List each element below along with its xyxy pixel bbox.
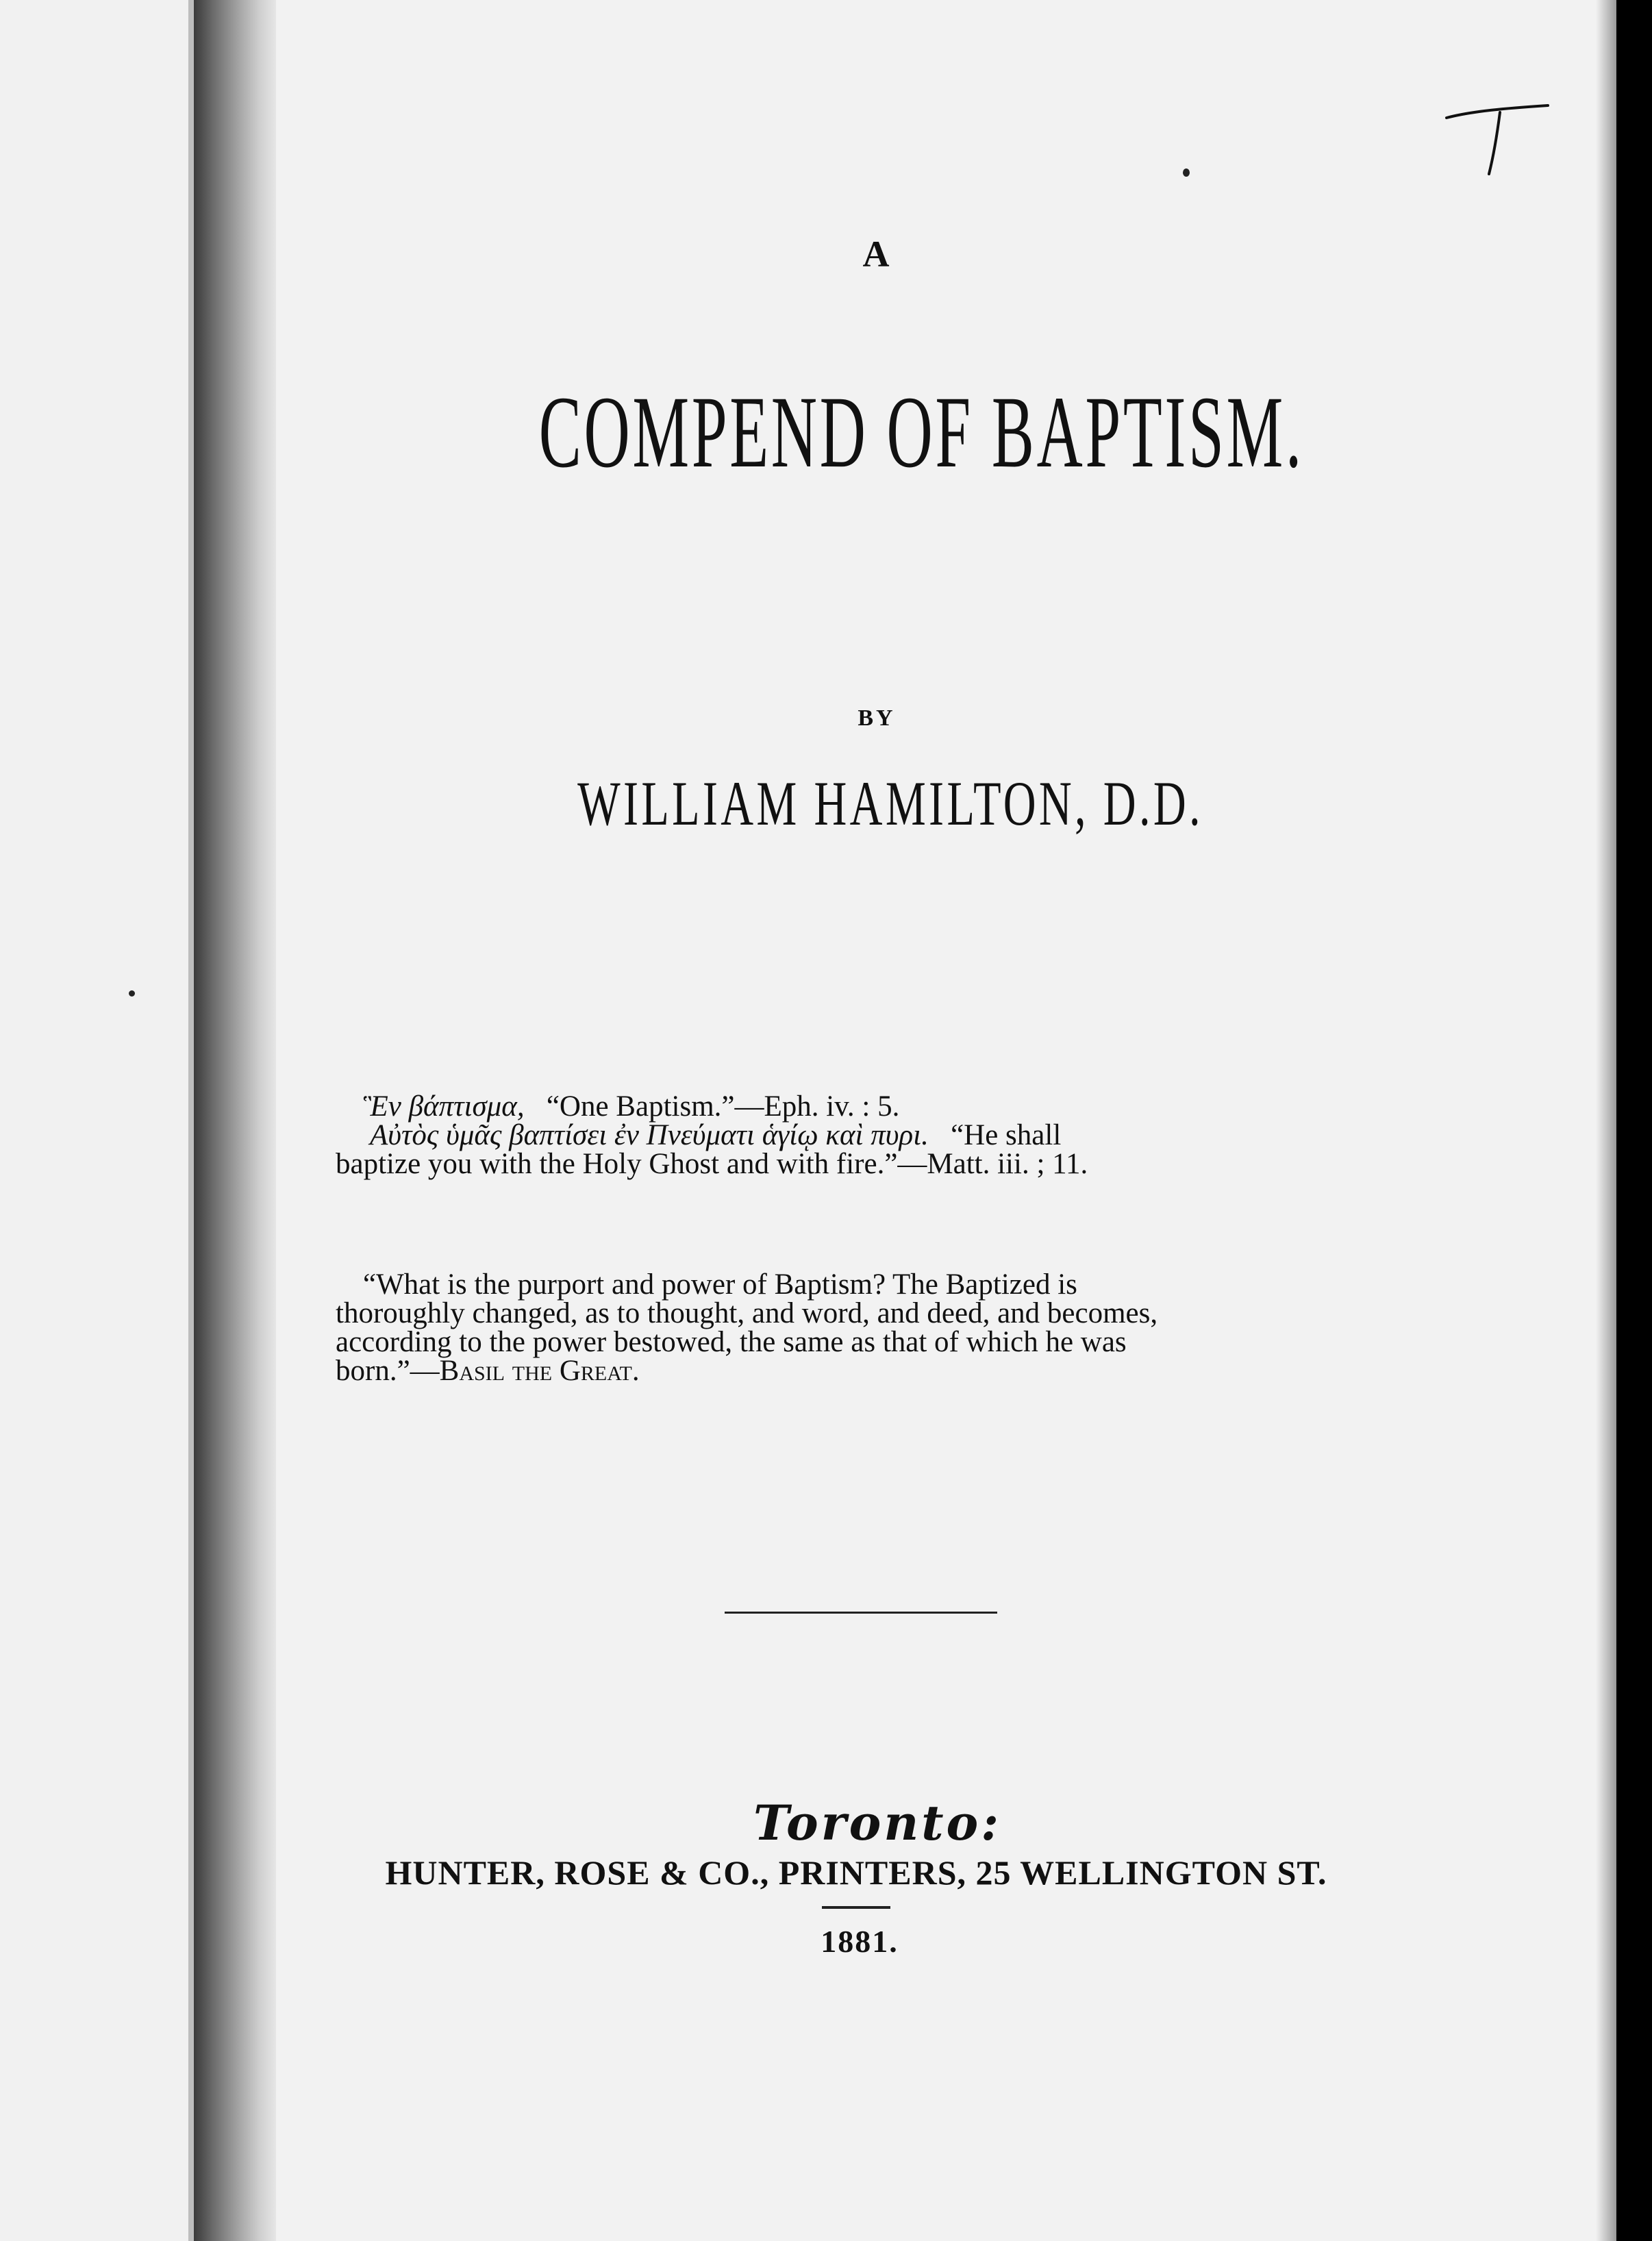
- imprint-printer: HUNTER, ROSE & CO., PRINTERS, 25 WELLINGTON ST.: [385, 1853, 1327, 1892]
- basil-quotation: [336, 1270, 1397, 1386]
- english-text: “One Baptism.”—Eph. iv. : 5.: [546, 1090, 900, 1123]
- imprint-year: 1881.: [821, 1924, 899, 1959]
- book-gutter-shadow: [194, 0, 276, 2241]
- quotation-attribution: Basil the Great.: [439, 1355, 640, 1387]
- quotation-line: “What is the purport and power of Baptism? The Baptized is: [363, 1268, 1077, 1301]
- epigraph-line: baptize you with the Holy Ghost and with fire.”—Matt. iii. ; 11.: [336, 1148, 1088, 1180]
- epigraph-line: [336, 1092, 1397, 1121]
- facing-page-edge: [188, 0, 194, 2241]
- quotation-text: born.”—: [336, 1355, 440, 1387]
- quotation-line: thoroughly changed, as to thought, and word, and deed, and becomes,: [336, 1297, 1158, 1329]
- title-article: A: [862, 234, 891, 275]
- greek-text: Ἓν βάπτισμα,: [363, 1090, 525, 1123]
- imprint-rule: [822, 1906, 890, 1909]
- quotation-line: according to the power bestowed, the same as that of which he was: [336, 1326, 1127, 1358]
- quotation-line: [336, 1357, 1397, 1386]
- divider-rule: [725, 1612, 997, 1614]
- epigraph-line: [336, 1121, 1397, 1150]
- scripture-epigraph: [336, 1092, 1397, 1179]
- page-edge-shadow: [1596, 0, 1616, 2241]
- imprint-city: Toronto:: [753, 1794, 1002, 1851]
- page-title: COMPEND OF BAPTISM.: [538, 375, 1304, 489]
- speck: [129, 990, 135, 997]
- handwritten-mark: [1445, 103, 1555, 185]
- scan-border: [1616, 0, 1652, 2241]
- speck: [1183, 168, 1190, 177]
- author-name: WILLIAM HAMILTON, D.D.: [577, 768, 1203, 838]
- facing-page: [0, 0, 194, 2241]
- greek-text: Αὐτὸς ὑμᾶς βαπτίσει ἐν Πνεύματι ἁγίῳ καὶ πυρι.: [370, 1119, 929, 1151]
- byline-label: BY: [858, 705, 896, 731]
- english-text: “He shall: [951, 1119, 1062, 1151]
